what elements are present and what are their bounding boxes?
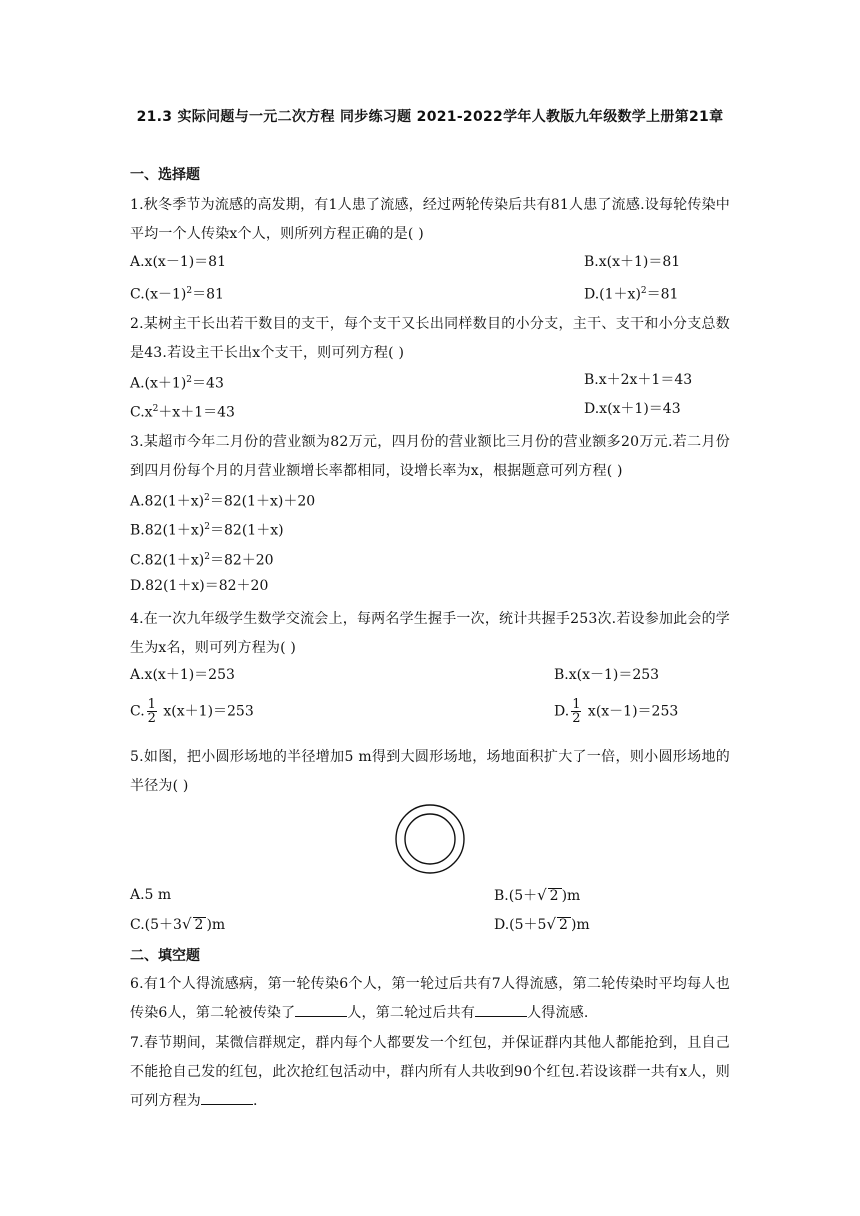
sqrt-icon: √: [537, 886, 547, 904]
sqrt-icon: √: [181, 915, 192, 933]
page-title: 21.3 实际问题与一元二次方程 同步练习题 2021-2022学年人教版九年级数学上册第21章: [136, 109, 724, 125]
small-circle: [405, 814, 455, 864]
q5-option-b: B.(5＋√ 2 )m: [494, 886, 581, 904]
q3-option-c: $C.82(1+x)^2=82+20$: [130, 552, 274, 569]
q1-option-d: $D.(1+x)^2=81$: [584, 286, 679, 303]
section-heading-fill: 二、填空题: [130, 948, 200, 964]
answer-blank[interactable]: [201, 1090, 253, 1105]
answer-blank[interactable]: [475, 1002, 527, 1017]
q1-option-b: B.x(x＋1)＝81: [584, 254, 681, 270]
q4-option-d: D. $\frac{1}{2}$ x(x－1)＝253: [554, 697, 679, 726]
q2-option-c: $C.x^2+x+1=43$: [130, 404, 235, 421]
q4-option-b: B.x(x－1)＝253: [554, 667, 660, 683]
q5-option-c: C.(5＋3√ 2 )m: [130, 915, 226, 933]
q5-option-d: D.(5＋5√ 2 )m: [494, 915, 590, 933]
section-heading-choice: 一、选择题: [130, 167, 200, 183]
q5-option-a: A.5 m: [130, 887, 172, 903]
question-5-stem: 5.如图，把小圆形场地的半径增加5 m得到大圆形场地，场地面积扩大了一倍，则小圆形场地的半径为( ): [130, 749, 730, 794]
q3-option-b: $B.82(1+x)^2=82(1+x)$: [130, 522, 284, 539]
question-1-stem: 1.秋冬季节为流感的高发期，有1人患了流感，经过两轮传染后共有81人患了流感.设每轮传染中平均一个人传染x个人，则所列方程正确的是( ): [130, 197, 730, 242]
q4-option-c: C. $\frac{1}{2}$ x(x＋1)＝253: [130, 697, 254, 726]
q3-option-d: D.82(1＋x)＝82＋20: [130, 578, 269, 594]
q1-option-a: A.x(x－1)＝81: [130, 254, 226, 270]
question-2-stem: 2.某树主干长出若干数目的支干，每个支干又长出同样数目的小分支，主干、支干和小分支总数是43.若设主干长出x个支干，则可列方程( ): [130, 316, 730, 361]
q1-option-c: $C.(x-1)^2=81$: [130, 286, 224, 303]
fraction-half: $\frac{1}{2}$: [572, 697, 581, 726]
question-6-stem: 6.有1个人得流感病，第一轮传染6个人，第一轮过后共有7人得流感，第二轮传染时平均每人也传染6人，第二轮被传染了 人，第二轮过后共有 人得流感.: [130, 976, 730, 1021]
question-3-stem: 3.某超市今年二月份的营业额为82万元，四月份的营业额比三月份的营业额多20万元.若二月份到四月份每个月的月营业额增长率都相同，设增长率为x，根据题意可列方程( ): [130, 434, 730, 479]
question-7-stem: 7.春节期间，某微信群规定，群内每个人都要发一个红包，并保证群内其他人都能抢到，且自己不能抢自己发的红包，此次抢红包活动中，群内所有人共收到90个红包.若设该群一共有x人，则可列方程为 .: [130, 1035, 730, 1109]
concentric-circles-figure: [393, 802, 467, 876]
sqrt-icon: √: [546, 915, 557, 933]
q2-option-b: B.x＋2x＋1＝43: [584, 372, 693, 388]
q3-option-a: $A.82(1+x)^2=82(1+x)+20$: [130, 493, 316, 510]
question-4-stem: 4.在一次九年级学生数学交流会上，每两名学生握手一次，统计共握手253次.若设参加此会的学生为x名，则可列方程为( ): [130, 611, 730, 656]
q2-option-d: D.x(x＋1)＝43: [584, 401, 681, 417]
answer-blank[interactable]: [295, 1002, 347, 1017]
q2-option-a: $A.(x+1)^2=43$: [130, 375, 224, 392]
fraction-half: $\frac{1}{2}$: [147, 697, 156, 726]
large-circle: [396, 805, 464, 873]
q4-option-a: A.x(x＋1)＝253: [130, 667, 235, 683]
